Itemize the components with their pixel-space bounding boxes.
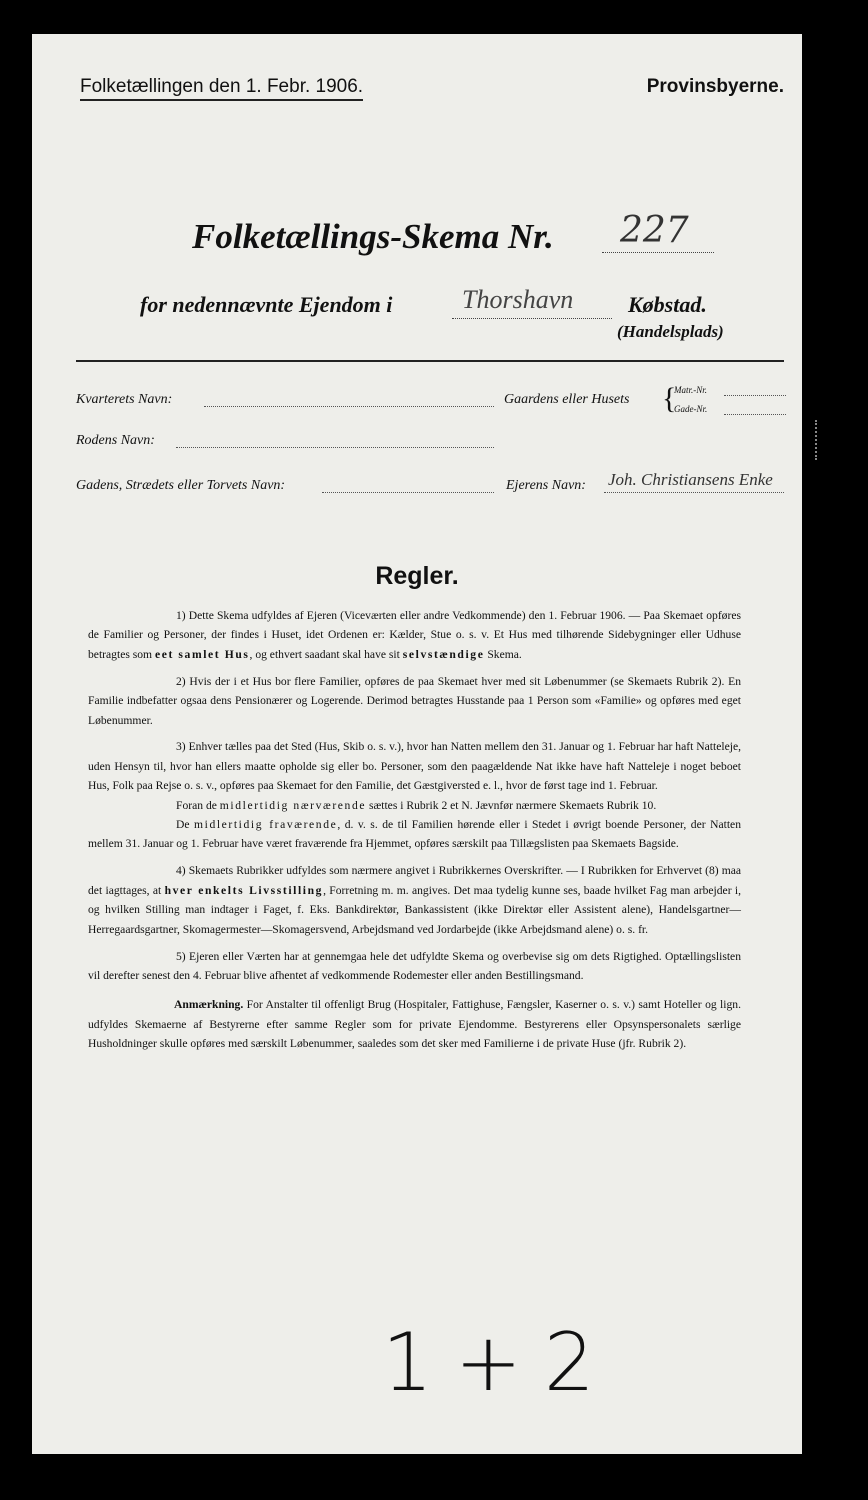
matr-nr-label: Matr.-Nr.	[674, 385, 708, 395]
rode-name-line	[176, 447, 494, 448]
brace-icon: {	[662, 382, 677, 415]
street-name-line	[322, 492, 494, 493]
town-type-alt: (Handelsplads)	[617, 322, 724, 341]
town-name: Thorshavn	[462, 285, 574, 314]
owner-name-line	[604, 492, 784, 493]
rules-heading: Regler.	[375, 562, 459, 590]
owner-name-value: Joh. Christiansens Enke	[608, 470, 773, 489]
rule-4: 4) Skemaets Rubrikker udfyldes som nærmere angivet i Rubrikkernes Overskrifter. — I Rubrikken for Erhvervet (8) maa det iagttages, at hver enkelts Livsstilling, Forretning m. m. angives. Det maa tydelig kunne ses, baade hvilket Fag man arbejder i, og hvilken Stilling man indtager i Faget, f. Eks. Bankdirektør, Bankassistent (ikke Direktør eller Assistent alene), Handelsgartner—Herregaardsgartner, Skomagermester—Skomagersvend, Arbejdsmand ved Jordarbejde (ikke Arbejdsmand alene) o. s. fr.	[88, 864, 741, 936]
census-date-header: Folketællingen den 1. Febr. 1906.	[80, 76, 363, 101]
matr-nr-line	[724, 395, 786, 396]
rule-3-present: Foran de midlertidig nærværende sættes i Rubrik 2 et N. Jævnfør nærmere Skemaets Rubrik 10.	[176, 798, 657, 812]
annotation: Anmærkning. For Anstalter til offenligt Brug (Hospitaler, Fattighuse, Fængsler, Kaserner o. s. v.) samt Hoteller og lign. udfyldes Skemaerne af Bestyrerne efter samme Regler som for private Ejendomme. Bestyrerens eller Opsynspersonalets særlige Husholdninger skulle opføres med særskilt Løbenummer, saaledes som det sker med Familierne i de private Huse (jfr. Rubrik 2).	[88, 998, 741, 1051]
house-label: Gaardens eller Husets	[504, 392, 630, 407]
region-header: Provinsbyerne.	[646, 76, 784, 97]
form-number-line	[602, 252, 714, 253]
annotation-label: Anmærkning.	[174, 998, 244, 1012]
rule-3-absent: De midlertidig fraværende, d. v. s. de til Familien hørende eller i Stedet i øvrigt boende Personer, der Natten mellem 31. Januar og 1. Februar have været fraværende fra Hjemmet, opføres særskilt paa Tillægslisten paa Skemaets Bagside.	[88, 818, 741, 851]
census-form-page	[32, 34, 802, 1454]
quarter-name-label: Kvarterets Navn:	[76, 392, 173, 407]
top-divider	[76, 360, 784, 362]
gade-nr-line	[724, 414, 786, 415]
quarter-name-line	[204, 406, 494, 407]
rule-2: 2) Hvis der i et Hus bor flere Familier, opføres de paa Skemaet hver med sit Løbenummer (se Skemaets Rubrik 2). En Familie indbefatter ogsaa dens Pensionærer og Logerende. Derimod betragtes Husstande paa 1 Person som «Familie» og opføres med eget Løbenummer.	[88, 674, 741, 727]
rule-3: 3) Enhver tælles paa det Sted (Hus, Skib o. s. v.), hvor han Natten mellem den 31. Januar og 1. Februar har haft Natteleje, uden Hensyn til, hvor han ellers maatte opholde sig eller bo. Personer, som den paagældende Nat ikke have haft Natteleje i noget beboet Hus, Folk paa Rejse o. s. v., opføres paa Skemaet for den Familie, det Gæstgiversted e. l., hvor de først tage ind 1. Februar.	[88, 740, 741, 793]
rule-1: 1) Dette Skema udfyldes af Ejeren (Viceværten eller andre Vedkommende) den 1. Februar 1906. — Paa Skemaet opføres de Familier og Personer, der findes i Huset, idet Ordenen er: Kælder, Stue o. s. v. Et Hus med tilhørende Sidebygninger eller Udhuse betragtes som eet samlet Hus, og ethvert saadant skal have sit selvstændige Skema.	[88, 609, 741, 661]
handwritten-mark: 1+2	[382, 1316, 617, 1409]
scan-edge	[815, 420, 819, 460]
form-title: Folketællings-Skema Nr.	[192, 217, 554, 256]
town-line	[452, 318, 612, 319]
gade-nr-label: Gade-Nr.	[674, 404, 708, 414]
property-subtitle: for nedennævnte Ejendom i	[140, 292, 393, 317]
form-number: 227	[620, 210, 689, 251]
street-name-label: Gadens, Strædets eller Torvets Navn:	[76, 478, 286, 493]
rules-body	[88, 606, 741, 1061]
owner-name-label: Ejerens Navn:	[506, 478, 586, 493]
rule-5: 5) Ejeren eller Værten har at gennemgaa hele det udfyldte Skema og overbevise sig om dets Rigtighed. Optællingslisten vil derefter senest den 4. Februar blive afhentet af vedkommende Rodemester eller anden Bestillingsmand.	[88, 949, 741, 982]
rode-name-label: Rodens Navn:	[76, 433, 155, 448]
town-type: Købstad.	[628, 292, 707, 317]
